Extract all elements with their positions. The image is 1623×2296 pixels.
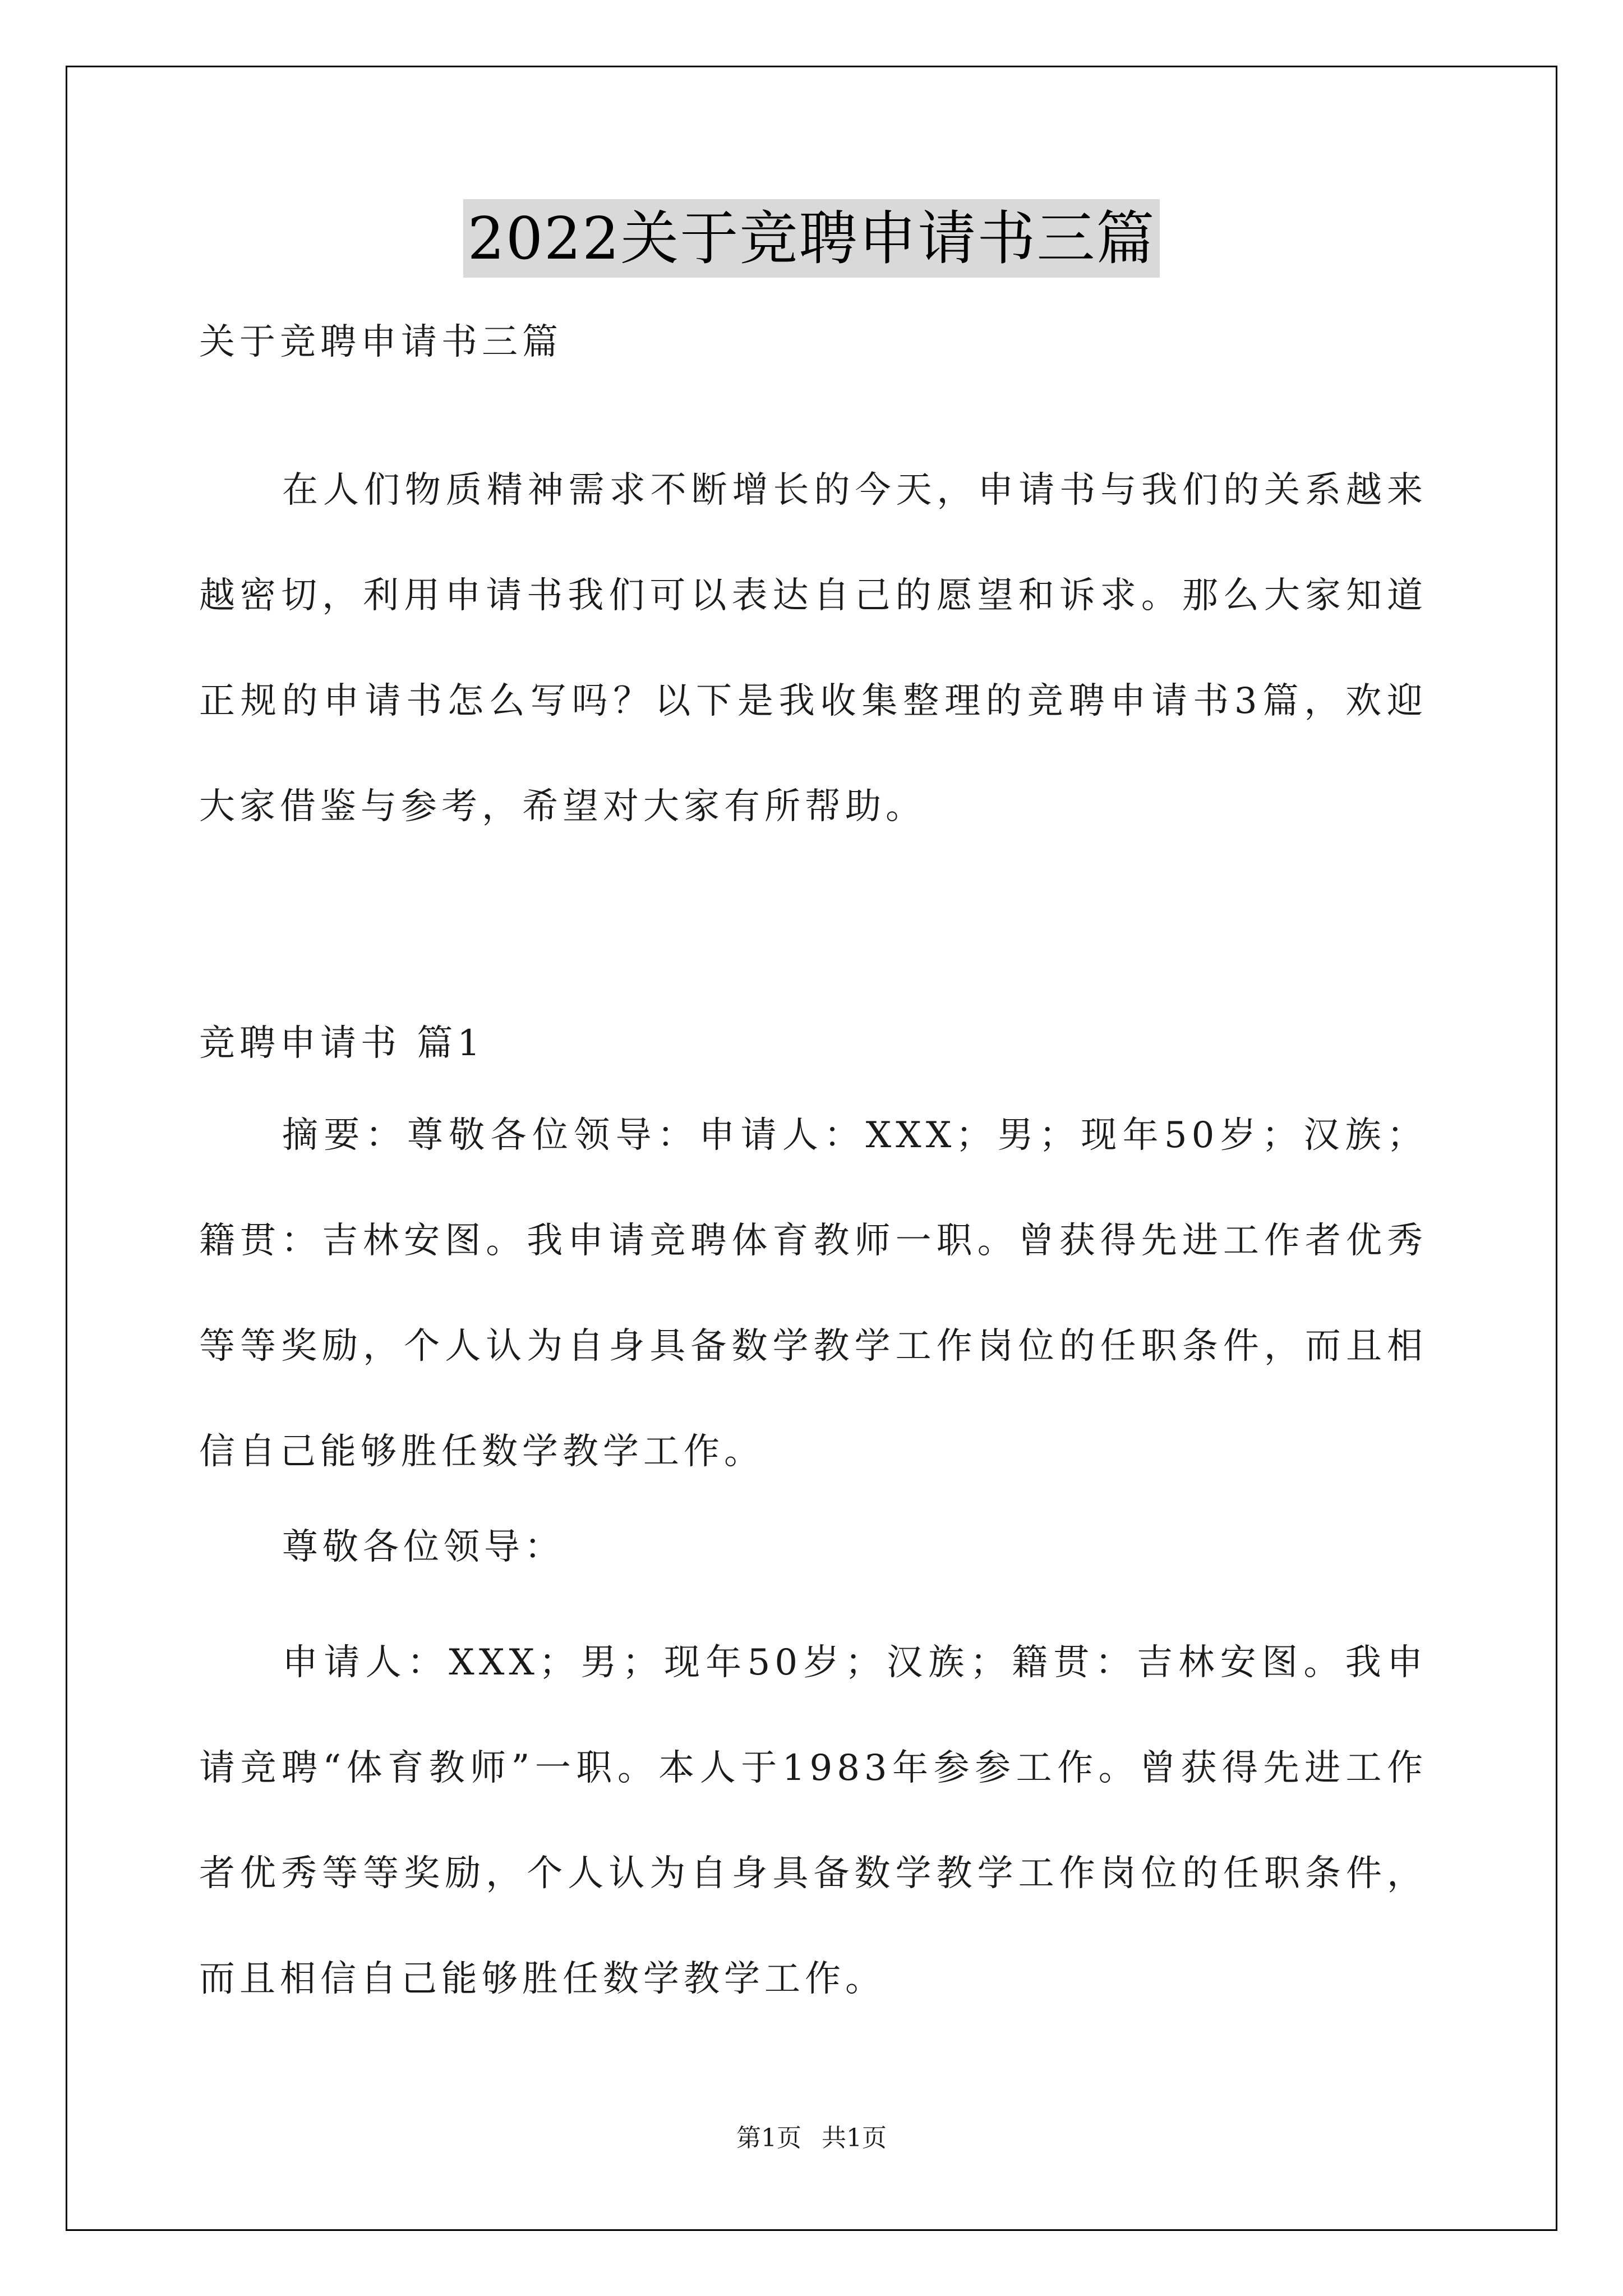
page-footer [0, 2122, 1623, 2155]
document-subtitle: 关于竞聘申请书三篇 [199, 321, 562, 363]
page-number-current: 第1页 [736, 2124, 801, 2152]
title-container [0, 199, 1623, 278]
applicant-paragraph: 申请人：XXX；男；现年50岁；汉族；籍贯：吉林安图。我申请竞聘“体育教师”一职。本人于1983年参参工作。曾获得先进工作者优秀等等奖励，个人认为自身具备数学教学工作岗位的任职条件，而且相信自己能够胜任数学教学工作。 [199, 1642, 1427, 2000]
section-heading: 竞聘申请书 篇1 [199, 1023, 485, 1064]
document-title: 2022关于竞聘申请书三篇 [463, 199, 1160, 278]
page-number-total: 共1页 [822, 2124, 887, 2152]
intro-paragraph: 在人们物质精神需求不断增长的今天，申请书与我们的关系越来越密切，利用申请书我们可以表达自己的愿望和诉求。那么大家知道正规的申请书怎么写吗？以下是我收集整理的竞聘申请书3篇，欢迎大家借鉴与参考，希望对大家有所帮助。 [199, 470, 1427, 827]
summary-paragraph: 摘要：尊敬各位领导：申请人：XXX；男；现年50岁；汉族；籍贯：吉林安图。我申请竞聘体育教师一职。曾获得先进工作者优秀等等奖励，个人认为自身具备数学教学工作岗位的任职条件，而且相信自己能够胜任数学教学工作。 [199, 1115, 1427, 1473]
salutation: 尊敬各位领导： [282, 1526, 565, 1568]
